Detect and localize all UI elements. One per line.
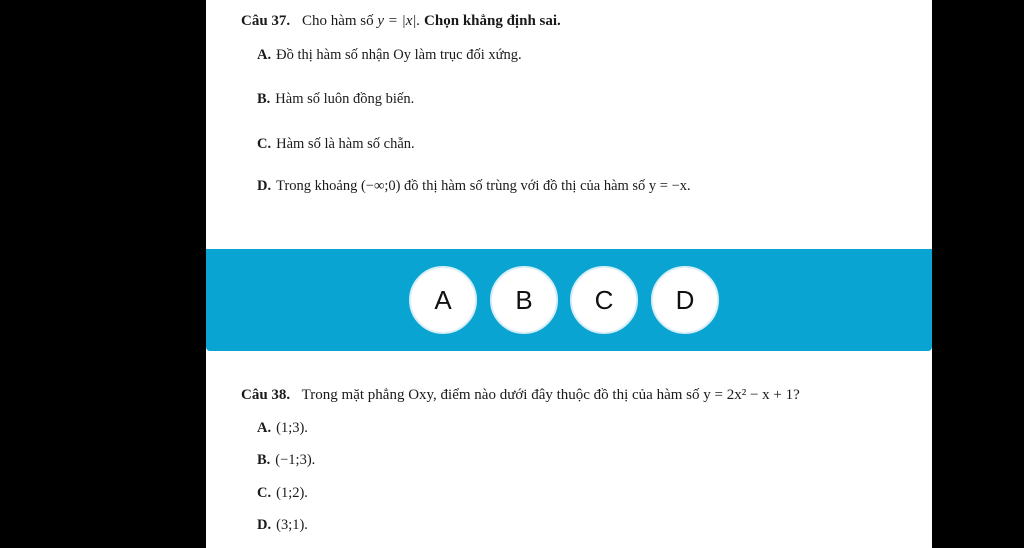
option-letter: C. <box>257 136 272 152</box>
answer-button-c[interactable]: C <box>570 266 638 334</box>
option-text: Hàm số luôn đồng biến. <box>275 91 415 107</box>
answer-bar <box>206 249 932 351</box>
q37-option-b <box>257 91 414 108</box>
question-38-title <box>241 387 800 404</box>
q37-option-d <box>257 178 691 195</box>
question-37-title <box>241 13 561 30</box>
option-letter: B. <box>257 452 271 468</box>
option-letter: B. <box>257 91 271 107</box>
q38-option-d <box>257 517 308 534</box>
option-text: (3;1). <box>276 517 308 533</box>
option-text: Hàm số là hàm số chẵn. <box>276 136 415 152</box>
q37-option-a <box>257 47 522 64</box>
option-letter: A. <box>257 47 272 63</box>
q38-option-a <box>257 420 308 437</box>
answer-button-a[interactable]: A <box>409 266 477 334</box>
question-number: Câu 37. <box>241 13 291 29</box>
answer-button-d[interactable]: D <box>651 266 719 334</box>
option-letter: D. <box>257 178 272 194</box>
question-prompt: Cho hàm số <box>301 13 374 29</box>
option-letter: C. <box>257 485 272 501</box>
question-formula: y = |x|. <box>377 13 421 29</box>
question-number: Câu 38. <box>241 387 291 403</box>
option-text: Đồ thị hàm số nhận Oy làm trục đối xứng. <box>276 47 522 63</box>
option-text: (1;3). <box>276 420 308 436</box>
q37-option-c <box>257 136 415 153</box>
question-prompt: Trong mặt phẳng Oxy, điểm nào dưới đây thuộc đồ thị của hàm số y = 2x² − x + 1? <box>301 387 800 403</box>
question-instruction: Chọn khẳng định sai. <box>424 13 561 29</box>
option-letter: D. <box>257 517 272 533</box>
option-text: Trong khoảng (−∞;0) đồ thị hàm số trùng với đồ thị của hàm số y = −x. <box>276 178 691 194</box>
option-text: (−1;3). <box>275 452 316 468</box>
q38-option-b <box>257 452 315 469</box>
answer-button-b[interactable]: B <box>490 266 558 334</box>
option-letter: A. <box>257 420 272 436</box>
q38-option-c <box>257 485 308 502</box>
option-text: (1;2). <box>276 485 308 501</box>
